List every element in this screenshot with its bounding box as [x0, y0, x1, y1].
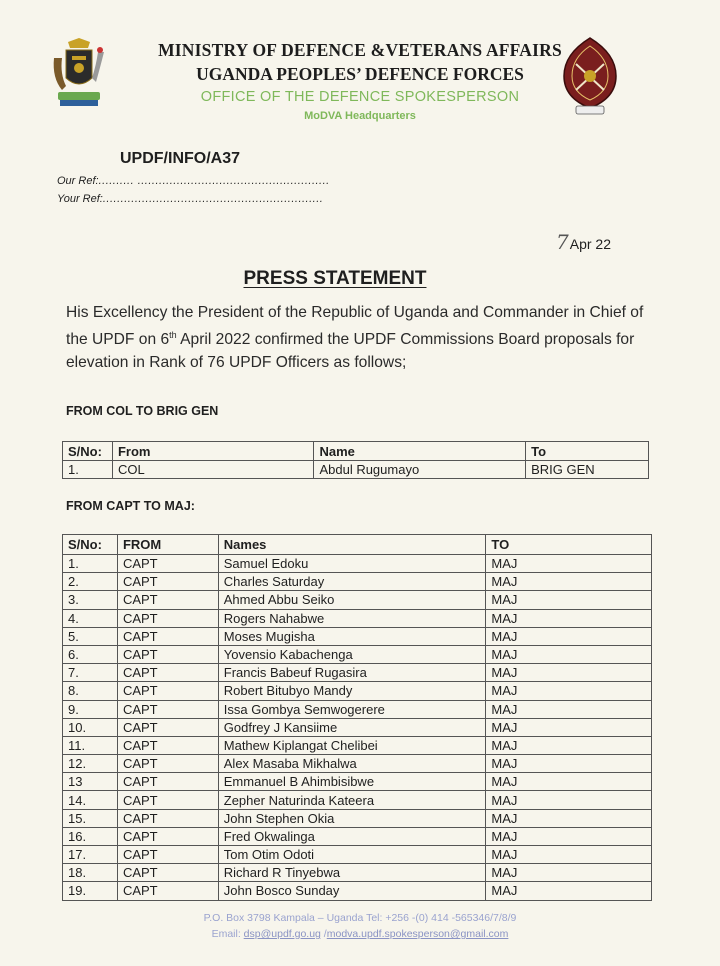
- to-rank-cell: MAJ: [486, 773, 652, 791]
- from-rank-cell: CAPT: [117, 645, 218, 663]
- table-row: [63, 755, 652, 773]
- force-name: UGANDA PEOPLES’ DEFENCE FORCES: [196, 64, 524, 84]
- column-header: Names: [218, 535, 486, 555]
- name-cell: Issa Gombya Semwogerere: [218, 700, 486, 718]
- to-rank-cell: MAJ: [486, 664, 652, 682]
- table-header-row: [63, 535, 652, 555]
- from-rank-cell: CAPT: [117, 791, 218, 809]
- from-rank-cell: CAPT: [117, 609, 218, 627]
- from-rank-cell: CAPT: [117, 773, 218, 791]
- name-cell: Yovensio Kabachenga: [218, 645, 486, 663]
- name-cell: Richard R Tinyebwa: [218, 864, 486, 882]
- to-rank-cell: MAJ: [486, 609, 652, 627]
- to-rank-cell: MAJ: [486, 591, 652, 609]
- name-cell: Ahmed Abbu Seiko: [218, 591, 486, 609]
- table-row: [63, 682, 652, 700]
- to-rank-cell: MAJ: [486, 627, 652, 645]
- table-row: [63, 791, 652, 809]
- name-cell: Fred Okwalinga: [218, 827, 486, 845]
- table-row: [63, 664, 652, 682]
- footer-address: P.O. Box 3798 Kampala – Uganda Tel: +256 -(0) 414 -565346/7/8/9: [203, 912, 517, 924]
- headquarters-label: MoDVA Headquarters: [304, 110, 416, 122]
- serial-cell: 17.: [63, 846, 118, 864]
- from-rank-cell: CAPT: [117, 573, 218, 591]
- email-separator: /: [320, 928, 327, 940]
- serial-cell: 2.: [63, 573, 118, 591]
- to-rank-cell: MAJ: [486, 827, 652, 845]
- serial-cell: 10.: [63, 718, 118, 736]
- table-row: [63, 773, 652, 791]
- from-rank-cell: CAPT: [117, 627, 218, 645]
- document-date: [556, 230, 611, 254]
- to-rank-cell: MAJ: [486, 555, 652, 573]
- serial-cell: 6.: [63, 645, 118, 663]
- name-cell: John Bosco Sunday: [218, 882, 486, 900]
- footer-email-line: [0, 928, 720, 940]
- date-rest: Apr 22: [569, 236, 611, 252]
- ministry-name: MINISTRY OF DEFENCE &VETERANS AFFAIRS: [158, 40, 562, 60]
- column-header: S/No:: [63, 535, 118, 555]
- table-row: [63, 591, 652, 609]
- serial-cell: 12.: [63, 755, 118, 773]
- from-rank-cell: CAPT: [117, 591, 218, 609]
- section-heading-capt-to-maj: FROM CAPT TO MAJ:: [66, 499, 195, 513]
- uganda-coat-of-arms-icon: [48, 38, 110, 110]
- paragraph-part-2: April 2022 confirmed the UPDF Commissions Board proposals for elevation in Rank of 76 UPDF Officers as follows;: [66, 331, 635, 372]
- serial-cell: 3.: [63, 591, 118, 609]
- name-cell: Rogers Nahabwe: [218, 609, 486, 627]
- from-rank-cell: CAPT: [117, 736, 218, 754]
- from-rank-cell: COL: [112, 461, 313, 479]
- statement-paragraph: [66, 301, 666, 374]
- our-ref-label: Our Ref:: [57, 175, 99, 187]
- to-rank-cell: MAJ: [486, 864, 652, 882]
- name-cell: Abdul Rugumayo: [314, 461, 526, 479]
- table-row: [63, 882, 652, 900]
- to-rank-cell: MAJ: [486, 682, 652, 700]
- serial-cell: 9.: [63, 700, 118, 718]
- table-row: [63, 555, 652, 573]
- page-title: PRESS STATEMENT: [243, 268, 427, 289]
- column-header: TO: [486, 535, 652, 555]
- table-row: [63, 864, 652, 882]
- email-label: Email:: [211, 928, 244, 940]
- brig-gen-table: [62, 441, 649, 479]
- serial-cell: 15.: [63, 809, 118, 827]
- serial-cell: 5.: [63, 627, 118, 645]
- to-rank-cell: MAJ: [486, 736, 652, 754]
- name-cell: Mathew Kiplangat Chelibei: [218, 736, 486, 754]
- table-row: [63, 627, 652, 645]
- date-day: 7: [556, 230, 569, 254]
- column-header: Name: [314, 442, 526, 461]
- to-rank-cell: MAJ: [486, 718, 652, 736]
- from-rank-cell: CAPT: [117, 846, 218, 864]
- table-row: [63, 846, 652, 864]
- from-rank-cell: CAPT: [117, 809, 218, 827]
- table-row: [63, 809, 652, 827]
- email-link-gmail[interactable]: modva.updf.spokesperson@gmail.com: [326, 928, 509, 940]
- from-rank-cell: CAPT: [117, 864, 218, 882]
- to-rank-cell: BRIG GEN: [526, 461, 649, 479]
- from-rank-cell: CAPT: [117, 664, 218, 682]
- our-ref-line: Our Ref:.......... ......................................................: [57, 175, 330, 187]
- from-rank-cell: CAPT: [117, 700, 218, 718]
- name-cell: Moses Mugisha: [218, 627, 486, 645]
- table-header-row: [63, 442, 649, 461]
- name-cell: Godfrey J Kansiime: [218, 718, 486, 736]
- name-cell: Samuel Edoku: [218, 555, 486, 573]
- paragraph-superscript: th: [169, 330, 177, 340]
- serial-cell: 18.: [63, 864, 118, 882]
- to-rank-cell: MAJ: [486, 645, 652, 663]
- table-row: [63, 827, 652, 845]
- name-cell: Francis Babeuf Rugasira: [218, 664, 486, 682]
- serial-cell: 4.: [63, 609, 118, 627]
- column-header: To: [526, 442, 649, 461]
- serial-cell: 8.: [63, 682, 118, 700]
- table-row: [63, 645, 652, 663]
- section-heading-col-to-brig-gen: FROM COL TO BRIG GEN: [66, 404, 219, 418]
- to-rank-cell: MAJ: [486, 791, 652, 809]
- name-cell: John Stephen Okia: [218, 809, 486, 827]
- table-row: [63, 573, 652, 591]
- email-link-official[interactable]: dsp@updf.go.ug: [243, 928, 321, 940]
- table-row: [63, 609, 652, 627]
- your-ref-line: Your Ref:..............................................................: [57, 193, 324, 205]
- to-rank-cell: MAJ: [486, 700, 652, 718]
- serial-cell: 11.: [63, 736, 118, 754]
- to-rank-cell: MAJ: [486, 882, 652, 900]
- table-row: [63, 461, 649, 479]
- name-cell: Charles Saturday: [218, 573, 486, 591]
- to-rank-cell: MAJ: [486, 809, 652, 827]
- from-rank-cell: CAPT: [117, 827, 218, 845]
- to-rank-cell: MAJ: [486, 755, 652, 773]
- office-name: OFFICE OF THE DEFENCE SPOKESPERSON: [200, 89, 520, 105]
- from-rank-cell: CAPT: [117, 718, 218, 736]
- column-header: FROM: [117, 535, 218, 555]
- table-row: [63, 700, 652, 718]
- to-rank-cell: MAJ: [486, 573, 652, 591]
- serial-cell: 19.: [63, 882, 118, 900]
- serial-cell: 1.: [63, 555, 118, 573]
- serial-cell: 13: [63, 773, 118, 791]
- table-row: [63, 718, 652, 736]
- serial-cell: 1.: [63, 461, 113, 479]
- column-header: S/No:: [63, 442, 113, 461]
- serial-cell: 16.: [63, 827, 118, 845]
- name-cell: Alex Masaba Mikhalwa: [218, 755, 486, 773]
- from-rank-cell: CAPT: [117, 882, 218, 900]
- name-cell: Emmanuel B Ahimbisibwe: [218, 773, 486, 791]
- maj-promotion-table: [62, 534, 652, 901]
- serial-cell: 14.: [63, 791, 118, 809]
- paragraph-part-1: His Excellency the President of the Republic of Uganda and Commander in Chief of the UPDF on 6: [66, 304, 644, 349]
- reference-code: UPDF/INFO/A37: [120, 150, 241, 167]
- from-rank-cell: CAPT: [117, 555, 218, 573]
- name-cell: Zepher Naturinda Kateera: [218, 791, 486, 809]
- serial-cell: 7.: [63, 664, 118, 682]
- your-ref-label: Your Ref:: [57, 193, 103, 205]
- to-rank-cell: MAJ: [486, 846, 652, 864]
- from-rank-cell: CAPT: [117, 682, 218, 700]
- name-cell: Tom Otim Odoti: [218, 846, 486, 864]
- column-header: From: [112, 442, 313, 461]
- from-rank-cell: CAPT: [117, 755, 218, 773]
- name-cell: Robert Bitubyo Mandy: [218, 682, 486, 700]
- table-row: [63, 736, 652, 754]
